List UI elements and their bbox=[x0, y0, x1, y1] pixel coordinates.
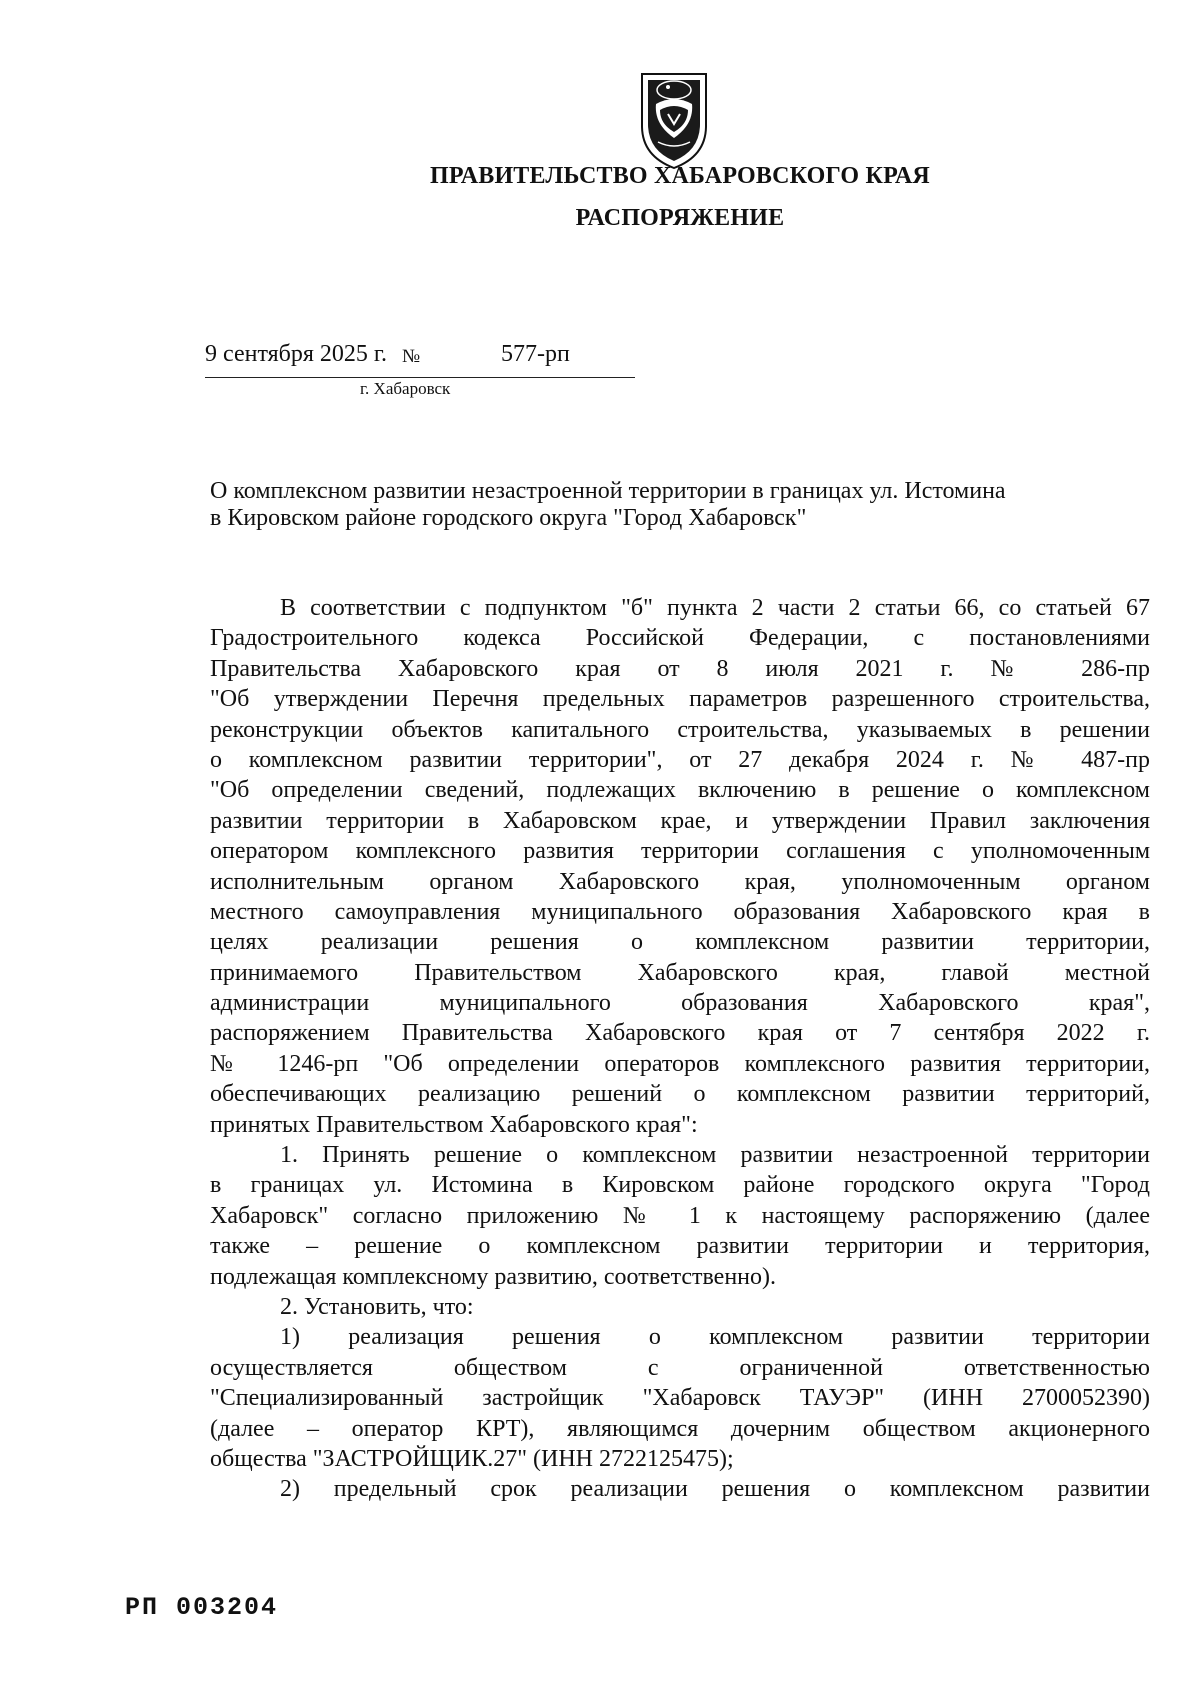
body-line: В соответствии с подпунктом "б" пункта 2 части 2 статьи 66, со статьей 67 bbox=[280, 595, 1150, 621]
body-line: исполнительным органом Хабаровского края, уполномоченным органом bbox=[210, 868, 1150, 895]
government-name: ПРАВИТЕЛЬСТВО ХАБАРОВСКОГО КРАЯ bbox=[430, 163, 930, 189]
body-line: оператором комплексного развития территории соглашения с уполномоченным bbox=[210, 838, 1150, 865]
document-title bbox=[210, 478, 1150, 532]
body-line: местного самоуправления муниципального образования Хабаровского края в bbox=[210, 898, 1150, 925]
body-line: 2. Установить, что: bbox=[280, 1293, 474, 1320]
body-line: администрации муниципального образования Хабаровского края", bbox=[210, 990, 1150, 1017]
document-type: РАСПОРЯЖЕНИЕ bbox=[575, 205, 785, 231]
body-line: "Об определении сведений, подлежащих включению в решение о комплексном bbox=[210, 777, 1150, 804]
body-line: 1. Принять решение о комплексном развитии незастроенной территории bbox=[280, 1142, 1150, 1169]
body-line: Правительства Хабаровского края от 8 июля 2021 г. № 286-пр bbox=[210, 655, 1150, 682]
body-line: о комплексном развитии территории", от 27 декабря 2024 г. № 487-пр bbox=[210, 746, 1150, 773]
document-number: 577-рп bbox=[501, 341, 570, 367]
body-line: (далее – оператор КРТ), являющимся дочерним обществом акционерного bbox=[210, 1415, 1150, 1442]
document-body bbox=[210, 593, 1150, 1505]
title-line: О комплексном развитии незастроенной территории в границах ул. Истомина bbox=[210, 478, 1006, 504]
coat-of-arms-icon bbox=[628, 64, 720, 172]
title-line: в Кировском районе городского округа "Город Хабаровск" bbox=[210, 505, 807, 531]
body-line: реконструкции объектов капитального строительства, указываемых в решении bbox=[210, 716, 1150, 743]
city-name: г. Хабаровск bbox=[360, 379, 451, 398]
number-sign: № bbox=[402, 346, 421, 367]
body-line: Градостроительного кодекса Российской Федерации, с постановлениями bbox=[210, 625, 1150, 652]
body-line: Хабаровск" согласно приложению № 1 к настоящему распоряжению (далее bbox=[210, 1202, 1150, 1229]
body-line: принимаемого Правительством Хабаровского края, главой местной bbox=[210, 959, 1150, 986]
body-line: также – решение о комплексном развитии территории и территория, bbox=[210, 1233, 1150, 1260]
body-line: в границах ул. Истомина в Кировском районе городского округа "Город bbox=[210, 1172, 1150, 1199]
body-line: "Об утверждении Перечня предельных параметров разрешенного строительства, bbox=[210, 686, 1150, 713]
body-line: развитии территории в Хабаровском крае, и утверждении Правил заключения bbox=[210, 807, 1150, 834]
body-line: осуществляется обществом с ограниченной ответственностью bbox=[210, 1354, 1150, 1381]
body-line: подлежащая комплексному развитию, соответственно). bbox=[210, 1263, 777, 1290]
body-line: обеспечивающих реализацию решений о комплексном развитии территорий, bbox=[210, 1081, 1150, 1108]
body-line: общества "ЗАСТРОЙЩИК.27" (ИНН 2722125475); bbox=[210, 1445, 734, 1472]
date-number-line bbox=[205, 341, 635, 378]
body-line: целях реализации решения о комплексном развитии территории, bbox=[210, 929, 1150, 956]
body-line: распоряжением Правительства Хабаровского края от 7 сентября 2022 г. bbox=[210, 1020, 1150, 1047]
document-date: 9 сентября 2025 г. bbox=[205, 341, 388, 367]
body-line: 2) предельный срок реализации решения о комплексном развитии bbox=[280, 1476, 1150, 1503]
body-line: 1) реализация решения о комплексном развитии территории bbox=[280, 1324, 1150, 1351]
body-line: № 1246-рп "Об определении операторов комплексного развития территории, bbox=[210, 1050, 1150, 1077]
form-serial-code: РП 003204 bbox=[125, 1593, 279, 1622]
body-line: "Специализированный застройщик "Хабаровск ТАУЭР" (ИНН 2700052390) bbox=[210, 1385, 1150, 1412]
body-line: принятых Правительством Хабаровского края": bbox=[210, 1111, 698, 1138]
